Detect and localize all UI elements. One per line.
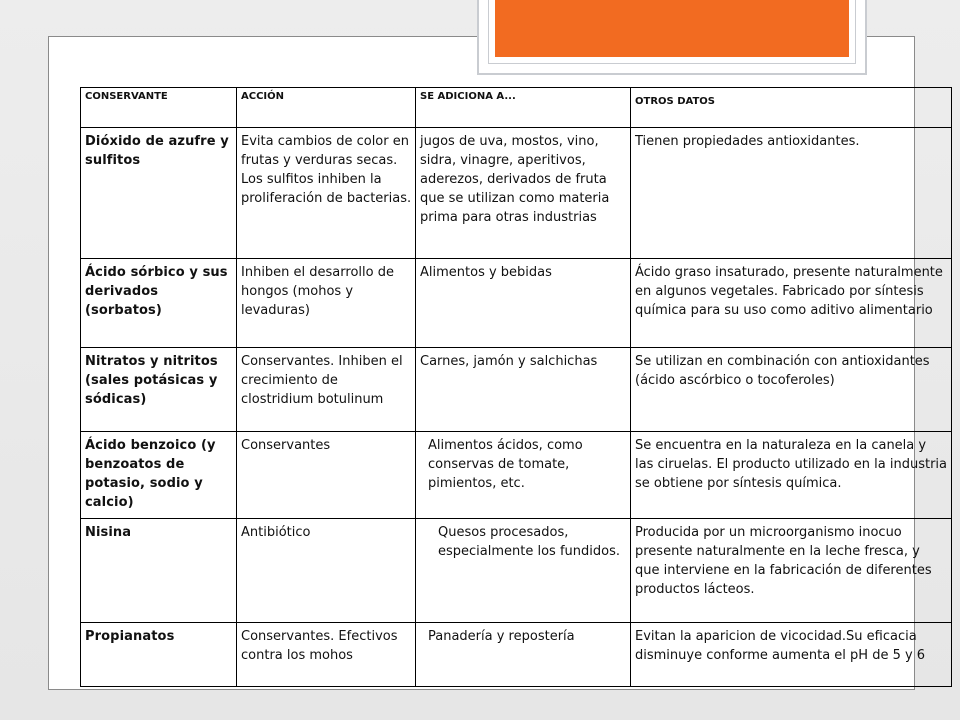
accent-frame xyxy=(477,0,867,75)
header-se-adiciona: SE ADICIONA A... xyxy=(416,88,631,128)
cell-accion: Evita cambios de color en frutas y verduras secas. Los sulfitos inhiben la proliferación de bacterias. xyxy=(237,128,416,259)
table-row xyxy=(81,623,952,687)
table-row xyxy=(81,432,952,519)
cell-otros-datos: Se utilizan en combinación con antioxidantes (ácido ascórbico o tocoferoles) xyxy=(631,348,952,432)
cell-conservante: Dióxido de azufre y sulfitos xyxy=(81,128,237,259)
orange-accent-block xyxy=(495,0,849,57)
cell-conservante: Nisina xyxy=(81,519,237,623)
cell-se-adiciona: Alimentos ácidos, como conservas de tomate, pimientos, etc. xyxy=(416,432,631,519)
cell-accion: Inhiben el desarrollo de hongos (mohos y levaduras) xyxy=(237,259,416,348)
cell-conservante: Ácido benzoico (y benzoatos de potasio, sodio y calcio) xyxy=(81,432,237,519)
header-accion: ACCIÓN xyxy=(237,88,416,128)
table-row xyxy=(81,519,952,623)
cell-otros-datos: Tienen propiedades antioxidantes. xyxy=(631,128,952,259)
preservatives-table xyxy=(80,87,952,687)
cell-se-adiciona: Quesos procesados, especialmente los fundidos. xyxy=(416,519,631,623)
cell-se-adiciona: Panadería y repostería xyxy=(416,623,631,687)
table-row xyxy=(81,348,952,432)
table-header-row xyxy=(81,88,952,128)
cell-otros-datos: Se encuentra en la naturaleza en la canela y las ciruelas. El producto utilizado en la industria se obtiene por síntesis química. xyxy=(631,432,952,519)
cell-conservante: Nitratos y nitritos (sales potásicas y sódicas) xyxy=(81,348,237,432)
header-otros-datos: OTROS DATOS xyxy=(631,88,952,128)
header-conservante: CONSERVANTE xyxy=(81,88,237,128)
cell-se-adiciona: jugos de uva, mostos, vino, sidra, vinagre, aperitivos, aderezos, derivados de fruta que se utilizan como materia prima para otras industrias xyxy=(416,128,631,259)
cell-accion: Conservantes. Inhiben el crecimiento de clostridium botulinum xyxy=(237,348,416,432)
cell-conservante: Propianatos xyxy=(81,623,237,687)
cell-otros-datos: Producida por un microorganismo inocuo presente naturalmente en la leche fresca, y que interviene en la fabricación de diferentes productos lácteos. xyxy=(631,519,952,623)
cell-conservante: Ácido sórbico y sus derivados (sorbatos) xyxy=(81,259,237,348)
accent-frame-inner xyxy=(488,0,856,64)
cell-se-adiciona: Alimentos y bebidas xyxy=(416,259,631,348)
cell-accion: Antibiótico xyxy=(237,519,416,623)
cell-se-adiciona: Carnes, jamón y salchichas xyxy=(416,348,631,432)
cell-accion: Conservantes xyxy=(237,432,416,519)
table-row xyxy=(81,259,952,348)
cell-otros-datos: Evitan la aparicion de vicocidad.Su eficacia disminuye conforme aumenta el pH de 5 y 6 xyxy=(631,623,952,687)
cell-otros-datos: Ácido graso insaturado, presente naturalmente en algunos vegetales. Fabricado por síntesis química para su uso como aditivo alimentario xyxy=(631,259,952,348)
cell-accion: Conservantes. Efectivos contra los mohos xyxy=(237,623,416,687)
table-row xyxy=(81,128,952,259)
